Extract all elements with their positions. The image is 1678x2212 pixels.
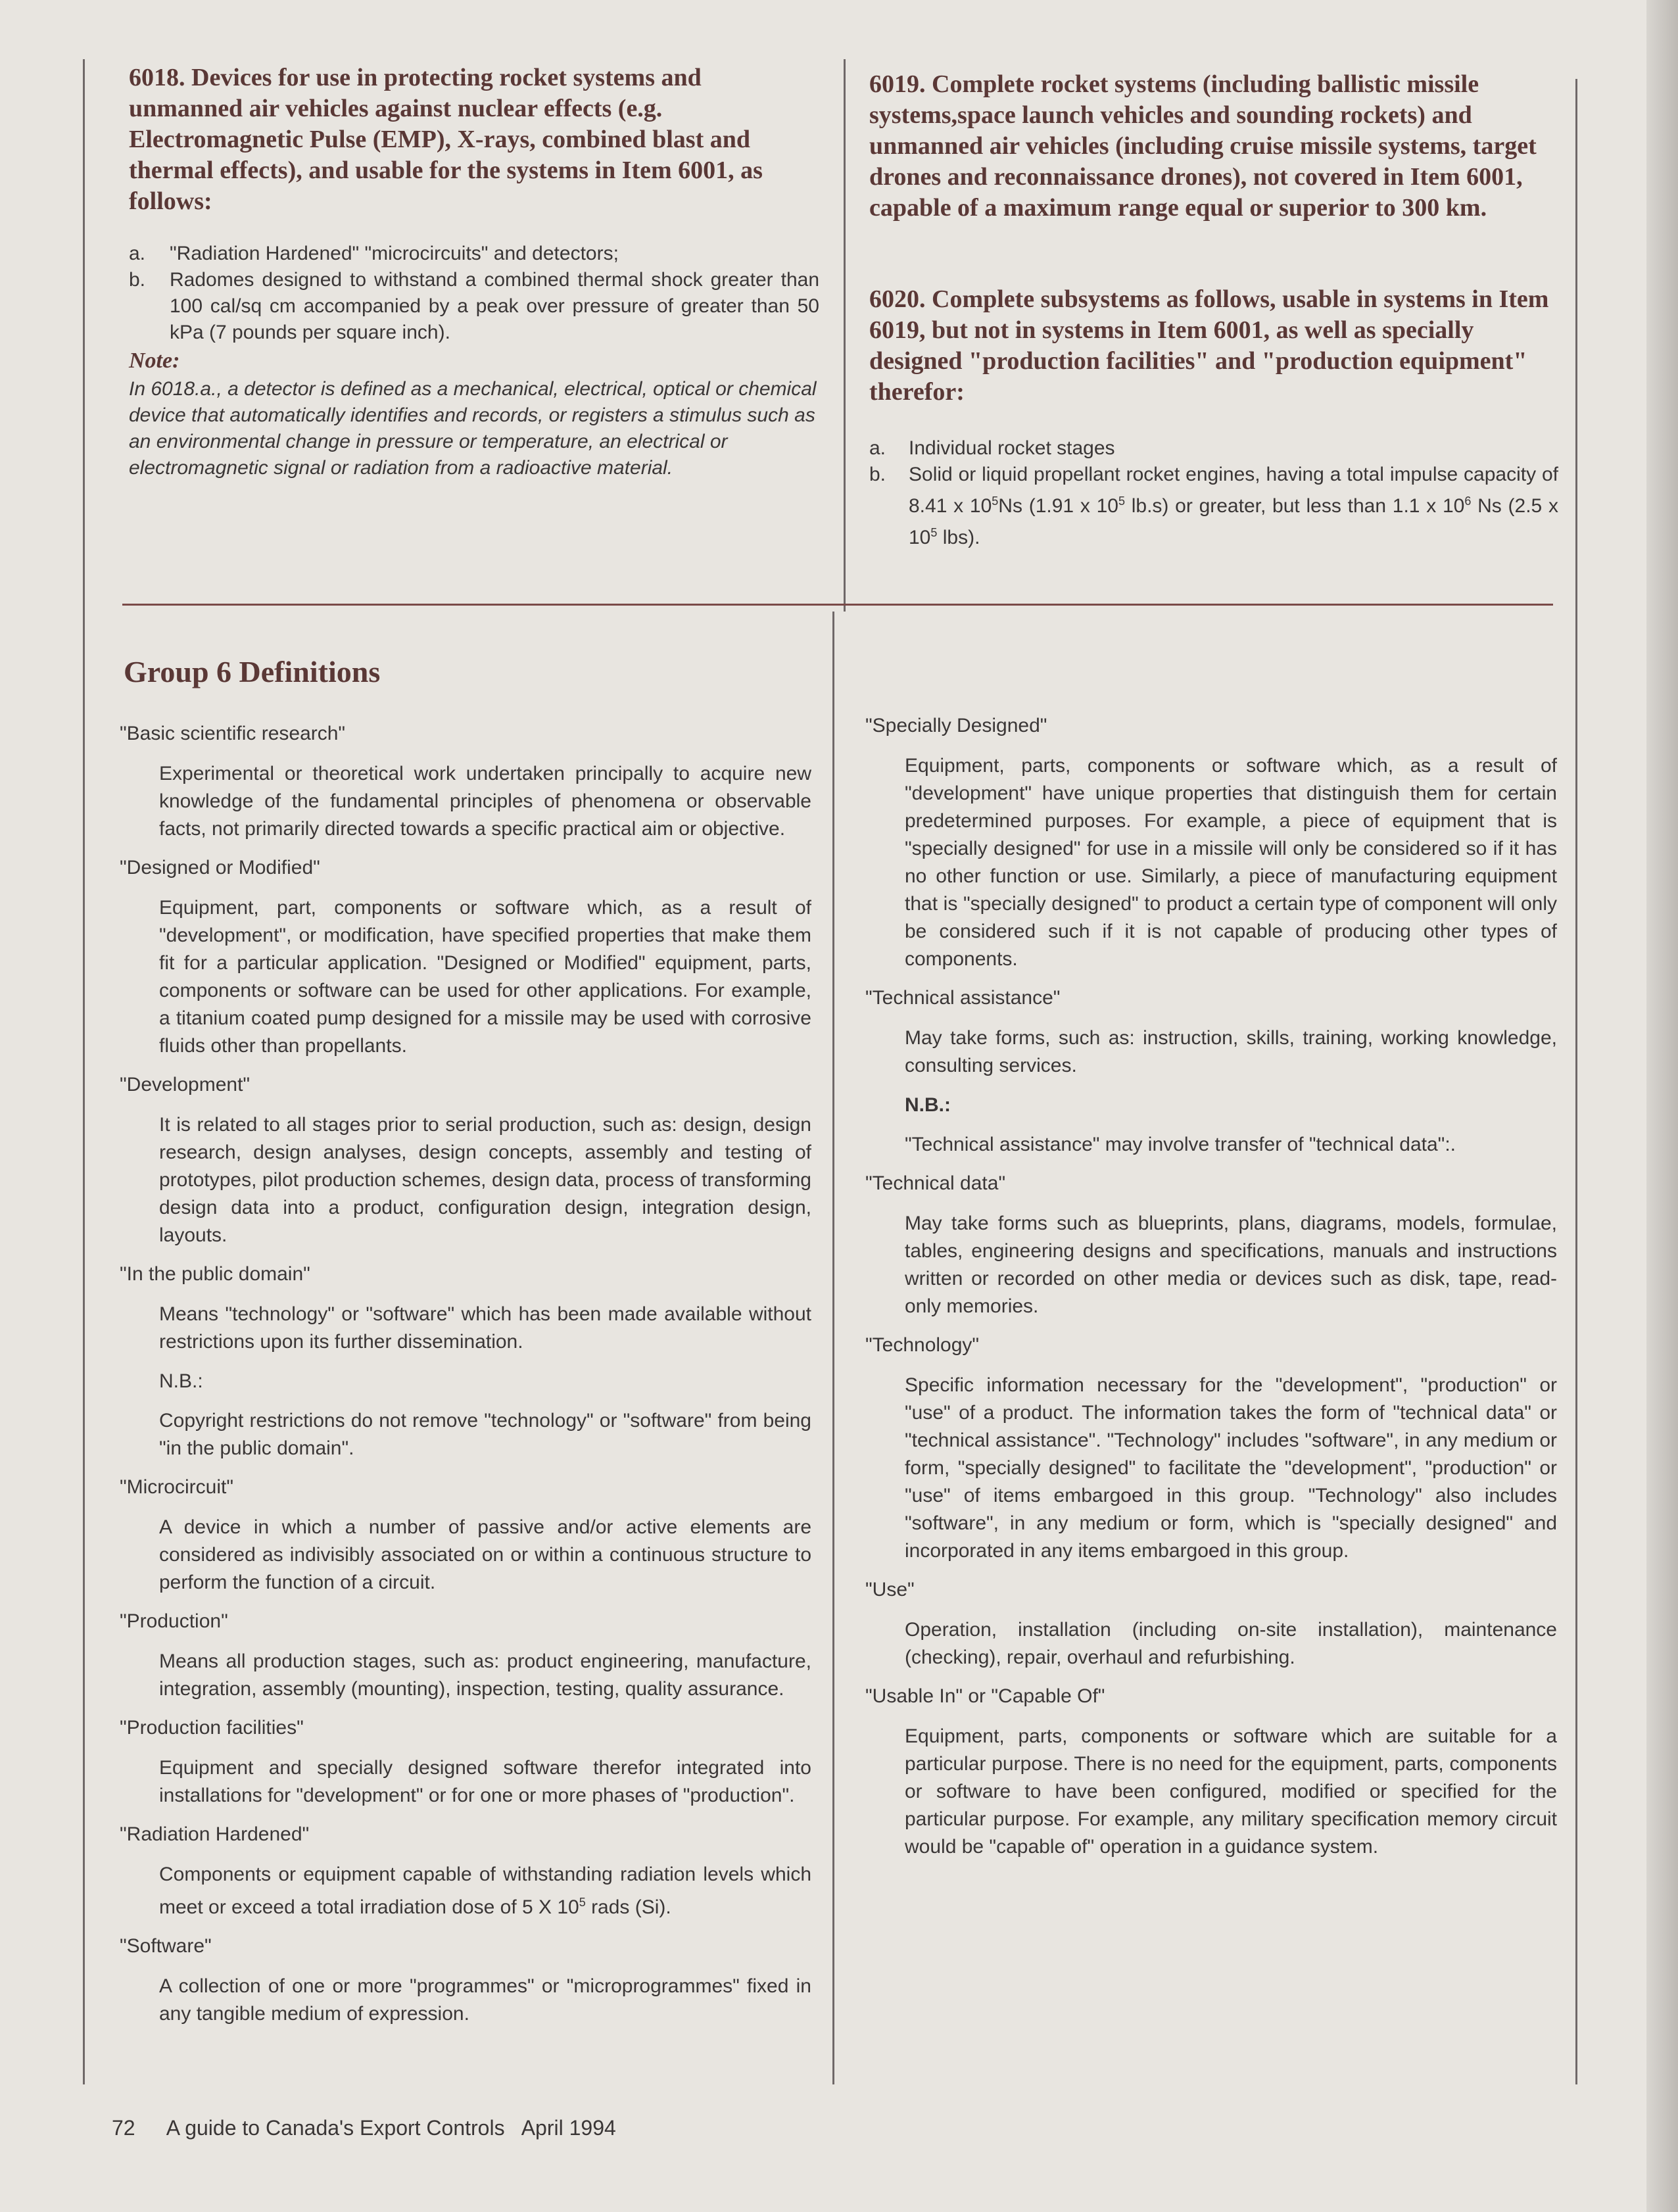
definition-text: Equipment, parts, components or software which are suitable for a particular purpose. There is no need for the equipment, parts, components or software to have been configured, modified or specified for the particular purpose. For example, any military specification memory circuit would be "capable of" operation in a guidance system. [905, 1725, 1557, 1858]
section-separator [122, 604, 1553, 606]
item-6019 [869, 69, 1554, 224]
nb-label: N.B.: [905, 1094, 951, 1116]
list-text: Individual rocket stages [909, 437, 1115, 459]
item-6019-heading: 6019. Complete rocket systems (including ballistic missile systems,space launch vehicles and sounding rockets) and unmanned air vehicles (including cruise missile systems, target drones and reconnaissance drones), not covered in Item 6001, capable of a maximum range equal or superior to 300 km. [869, 70, 1537, 222]
nb-text: Copyright restrictions do not remove "technology" or "software" from being "in the public domain". [159, 1410, 811, 1459]
term-production-facilities: "Production facilities" [120, 1717, 304, 1739]
note-title: Note: [129, 349, 180, 373]
list-item [129, 241, 819, 267]
center-divider-upper [844, 59, 846, 612]
definitions-right-column [865, 713, 1557, 1873]
list-item [869, 462, 1558, 551]
definition-text: Equipment, parts, components or software which, as a result of "development" have unique properties that distinguish them for certain predetermined purposes. For example, a piece of equipment that is "specially designed" for use in a missile will only be considered so if it has no other function or use. Similarly, a piece of manufacturing equipment that is "specially designed" to product a certain type of component will only be considered such if it is not capable of producing other types of components. [905, 755, 1557, 970]
term-in-the-public-domain: "In the public domain" [120, 1263, 310, 1285]
term-technical-data: "Technical data" [865, 1172, 1006, 1194]
definition-text: A collection of one or more "programmes" or "microprogrammes" fixed in any tangible medium of expression. [159, 1975, 811, 2025]
term-technology: "Technology" [865, 1334, 980, 1356]
definition-text: Means all production stages, such as: product engineering, manufacture, integration, assembly (mounting), inspection, testing, quality assurance. [159, 1650, 811, 1700]
term-specially-designed: "Specially Designed" [865, 715, 1047, 736]
right-border-rule [1575, 79, 1577, 2084]
definition-text: May take forms, such as: instruction, skills, training, working knowledge, consulting services. [905, 1027, 1557, 1076]
center-divider-lower [832, 612, 834, 2084]
publication-date: April 1994 [521, 2116, 616, 2140]
definition-text: A device in which a number of passive and/or active elements are considered as indivisibly associated on or within a continuous structure to perform the function of a circuit. [159, 1516, 811, 1593]
page-footer [112, 2116, 642, 2140]
item-6018 [129, 62, 819, 481]
list-text: Radomes designed to withstand a combined thermal shock greater than 100 cal/sq cm accompanied by a peak over pressure of greater than 50 kPa (7 pounds per square inch). [170, 269, 819, 343]
definitions-title: Group 6 Definitions [124, 655, 381, 688]
definition-text: Equipment and specially designed software therefor integrated into installations for "development" or for one or more phases of "production". [159, 1757, 811, 1806]
publication-title: A guide to Canada's Export Controls [166, 2116, 505, 2140]
term-software: "Software" [120, 1935, 212, 1957]
item-6020-list [869, 435, 1558, 551]
term-production: "Production" [120, 1610, 228, 1632]
list-text: Solid or liquid propellant rocket engines, having a total impulse capacity of 8.41 x $10^5Ns$ (1.91 x $10^5$ lb.s) or greater, but less than 1.1 x $10^6$ Ns (2.5 x $10^5$ lbs). [909, 464, 1558, 548]
item-6018-list [129, 241, 819, 346]
list-marker: b. [129, 269, 146, 291]
definition-text: Experimental or theoretical work undertaken principally to acquire new knowledge of the fundamental principles of phenomena or observable facts, not primarily directed towards a specific practical aim or objective. [159, 763, 811, 840]
list-item [129, 267, 819, 346]
list-text: "Radiation Hardened" "microcircuits" and detectors; [170, 243, 619, 264]
definition-text: Means "technology" or "software" which has been made available without restrictions upon its further dissemination. [159, 1303, 811, 1353]
definition-text: May take forms such as blueprints, plans, diagrams, models, formulae, tables, engineering designs and specifications, manuals and instructions written or recorded on other media or devices such as disk, tape, read-only memories. [905, 1213, 1557, 1317]
page-edge-shadow [1646, 0, 1678, 2212]
term-basic-scientific-research: "Basic scientific research" [120, 723, 346, 744]
term-technical-assistance: "Technical assistance" [865, 987, 1061, 1009]
nb-text: "Technical assistance" may involve transfer of "technical data":. [905, 1134, 1456, 1155]
item-6018-heading: 6018. Devices for use in protecting rocket systems and unmanned air vehicles against nuclear effects (e.g. Electromagnetic Pulse (EMP), X-rays, combined blast and thermal effects), and usable for the systems in Item 6001, as follows: [129, 64, 763, 215]
list-item [869, 435, 1558, 462]
term-microcircuit: "Microcircuit" [120, 1476, 233, 1498]
term-usable-in-or-capable-of: "Usable In" or "Capable Of" [865, 1685, 1105, 1707]
term-use: "Use" [865, 1579, 915, 1600]
nb-label: N.B.: [159, 1370, 203, 1392]
definition-text: Equipment, part, components or software which, as a result of "development", or modification, have specified properties that make them fit for a particular application. "Designed or Modified" equipment, parts, components or software can be used for other applications. For example, a titanium coated pump designed for a missile may be used with corrosive fluids other than propellants. [159, 897, 811, 1057]
definition-text: Operation, installation (including on-site installation), maintenance (checking), repair, overhaul and refurbishing. [905, 1619, 1557, 1668]
list-marker: b. [869, 464, 886, 485]
left-border-rule [83, 59, 85, 2084]
definition-text: Components or equipment capable of withstanding radiation levels which meet or exceed a total irradiation dose of 5 X $10^5$ rads (Si). [159, 1863, 811, 1918]
list-marker: a. [869, 437, 886, 459]
definitions-left-column [120, 721, 811, 2040]
item-6020 [869, 284, 1558, 551]
item-6020-heading: 6020. Complete subsystems as follows, usable in systems in Item 6019, but not in systems in Item 6001, as well as specially designed "production facilities" and "production equipment" therefor: [869, 285, 1549, 406]
note-text: In 6018.a., a detector is defined as a mechanical, electrical, optical or chemical device that automatically identifies and records, or registers a stimulus such as an environmental change in pressure or temperature, an electrical or electromagnetic signal or radiation from a radioactive material. [129, 378, 817, 479]
term-development: "Development" [120, 1074, 251, 1095]
term-designed-or-modified: "Designed or Modified" [120, 857, 320, 878]
definition-text: It is related to all stages prior to serial production, such as: design, design research, design analyses, design concepts, assembly and testing of prototypes, pilot production schemes, design data, process of transforming design data into a product, configuration design, integration design, layouts. [159, 1114, 811, 1246]
page-number: 72 [112, 2116, 135, 2140]
list-marker: a. [129, 243, 146, 264]
term-radiation-hardened: "Radiation Hardened" [120, 1823, 310, 1845]
definition-text: Specific information necessary for the "development", "production" or "use" of a product. The information takes the form of "technical data" or "technical assistance". "Technology" includes "software", in any medium or form, "specially designed" to facilitate the "development", "production" or "use" of items embargoed in this group. "Technology" also includes "software", in any medium or form, which is "specially designed" and incorporated in any items embargoed in this group. [905, 1374, 1557, 1562]
